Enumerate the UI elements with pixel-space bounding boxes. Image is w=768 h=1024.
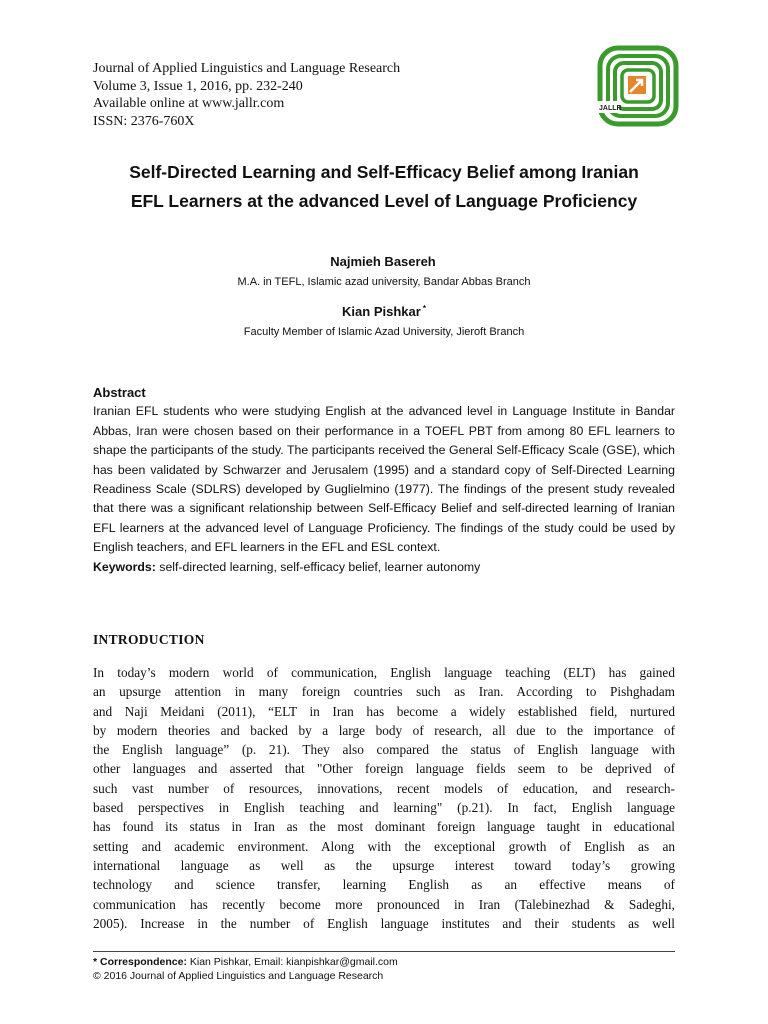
abstract-text: Iranian EFL students who were studying English at the advanced level in Language Institute in Bandar Abbas, Iran were chosen based on their performance in a TOEFL PBT from among 80 EFL learners to shape the participants of the study. The participants received the General Self-Efficacy Scale (GSE), which has been validated by Schwarzer and Jerusalem (1995) and a standard copy of Self-Directed Learning Readiness Scale (SDLRS) developed by Guglielmino (1977). The findings of the present study revealed that there was a significant relationship between Self-Efficacy Belief and self-directed learning of Iranian EFL learners at the advanced level of Language Proficiency. The findings of the study could be used by English teachers, and EFL learners in the EFL and ESL context. xyxy=(93,404,675,555)
journal-name: Journal of Applied Linguistics and Language Research xyxy=(93,61,401,76)
author-mark: * xyxy=(422,304,426,313)
intro-line: has found its status in Iran as the most dominant foreign language taught in educational xyxy=(93,819,675,835)
intro-line: setting and academic environment. Along with the exceptional growth of English as an xyxy=(93,838,675,854)
paper-title-line-2: EFL Learners at the advanced Level of Language Proficiency xyxy=(130,191,638,211)
correspondence-line xyxy=(93,956,675,970)
journal-volume: Volume 3, Issue 1, 2016, pp. 232-240 xyxy=(93,78,303,94)
correspondence-label: * Correspondence: xyxy=(93,956,187,968)
copyright-line: © 2016 Journal of Applied Linguistics and Language Research xyxy=(93,969,384,982)
intro-line: by modern theories and backed by a large body of research, all due to the importance of xyxy=(93,722,675,738)
journal-online: Available online at www.jallr.com xyxy=(93,96,285,111)
abstract-section xyxy=(93,383,675,577)
introduction-heading: INTRODUCTION xyxy=(93,632,205,647)
intro-line: international language as well as the upsurge interest toward today’s growing xyxy=(93,857,675,873)
intro-line: In today’s modern world of communication, English language teaching (ELT) has gained xyxy=(93,665,675,680)
intro-line: communication has recently become more pronounced in Iran (Talebinezhad & Sadeghi, xyxy=(93,896,675,912)
author-block-2 xyxy=(80,300,688,340)
abstract-heading: Abstract xyxy=(93,385,146,400)
journal-header xyxy=(93,60,573,130)
intro-line: and Naji Meidani (2011), “ELT in Iran has become a widely established field, nurtured xyxy=(93,703,675,719)
paper-title-line-1: Self-Directed Learning and Self-Efficacy Belief among Iranian xyxy=(129,162,639,182)
intro-line: 2005). Increase in the number of English language institutes and their students as well xyxy=(93,915,675,931)
author-name: Najmieh Basereh xyxy=(330,254,436,269)
author-name: Kian Pishkar xyxy=(342,304,421,319)
author-affiliation: Faculty Member of Islamic Azad University, Jieroft Branch xyxy=(243,326,525,338)
keywords-line xyxy=(93,558,675,577)
keywords-label: Keywords: xyxy=(93,559,156,574)
intro-line: such vast number of resources, innovations, recent models of education, and research- xyxy=(93,780,675,796)
intro-line: the English language” (p. 21). They also compared the status of English language with xyxy=(93,742,675,758)
logo-text: JALLR xyxy=(599,105,622,112)
journal-logo xyxy=(597,45,679,127)
correspondence-text: Kian Pishkar, Email: kianpishkar@gmail.com xyxy=(189,956,398,968)
intro-line: based perspectives in English teaching and learning" (p.21). In fact, English language xyxy=(93,800,675,816)
intro-line: technology and science transfer, learning English as an effective means of xyxy=(93,877,675,893)
footnote-divider xyxy=(93,951,675,952)
author-affiliation: M.A. in TEFL, Islamic azad university, Bandar Abbas Branch xyxy=(237,276,531,288)
intro-line: other languages and asserted that "Other foreign language fields seem to be deprived of xyxy=(93,761,675,777)
footnote xyxy=(93,956,675,983)
author-block-1 xyxy=(80,250,688,290)
journal-issn: ISSN: 2376-760X xyxy=(93,113,195,129)
introduction-body xyxy=(93,663,675,933)
keywords-text: self-directed learning, self-efficacy belief, learner autonomy xyxy=(159,559,481,574)
paper-title xyxy=(70,158,698,216)
intro-line: an upsurge attention in many foreign countries such as Iran. According to Pishghadam xyxy=(93,684,675,700)
